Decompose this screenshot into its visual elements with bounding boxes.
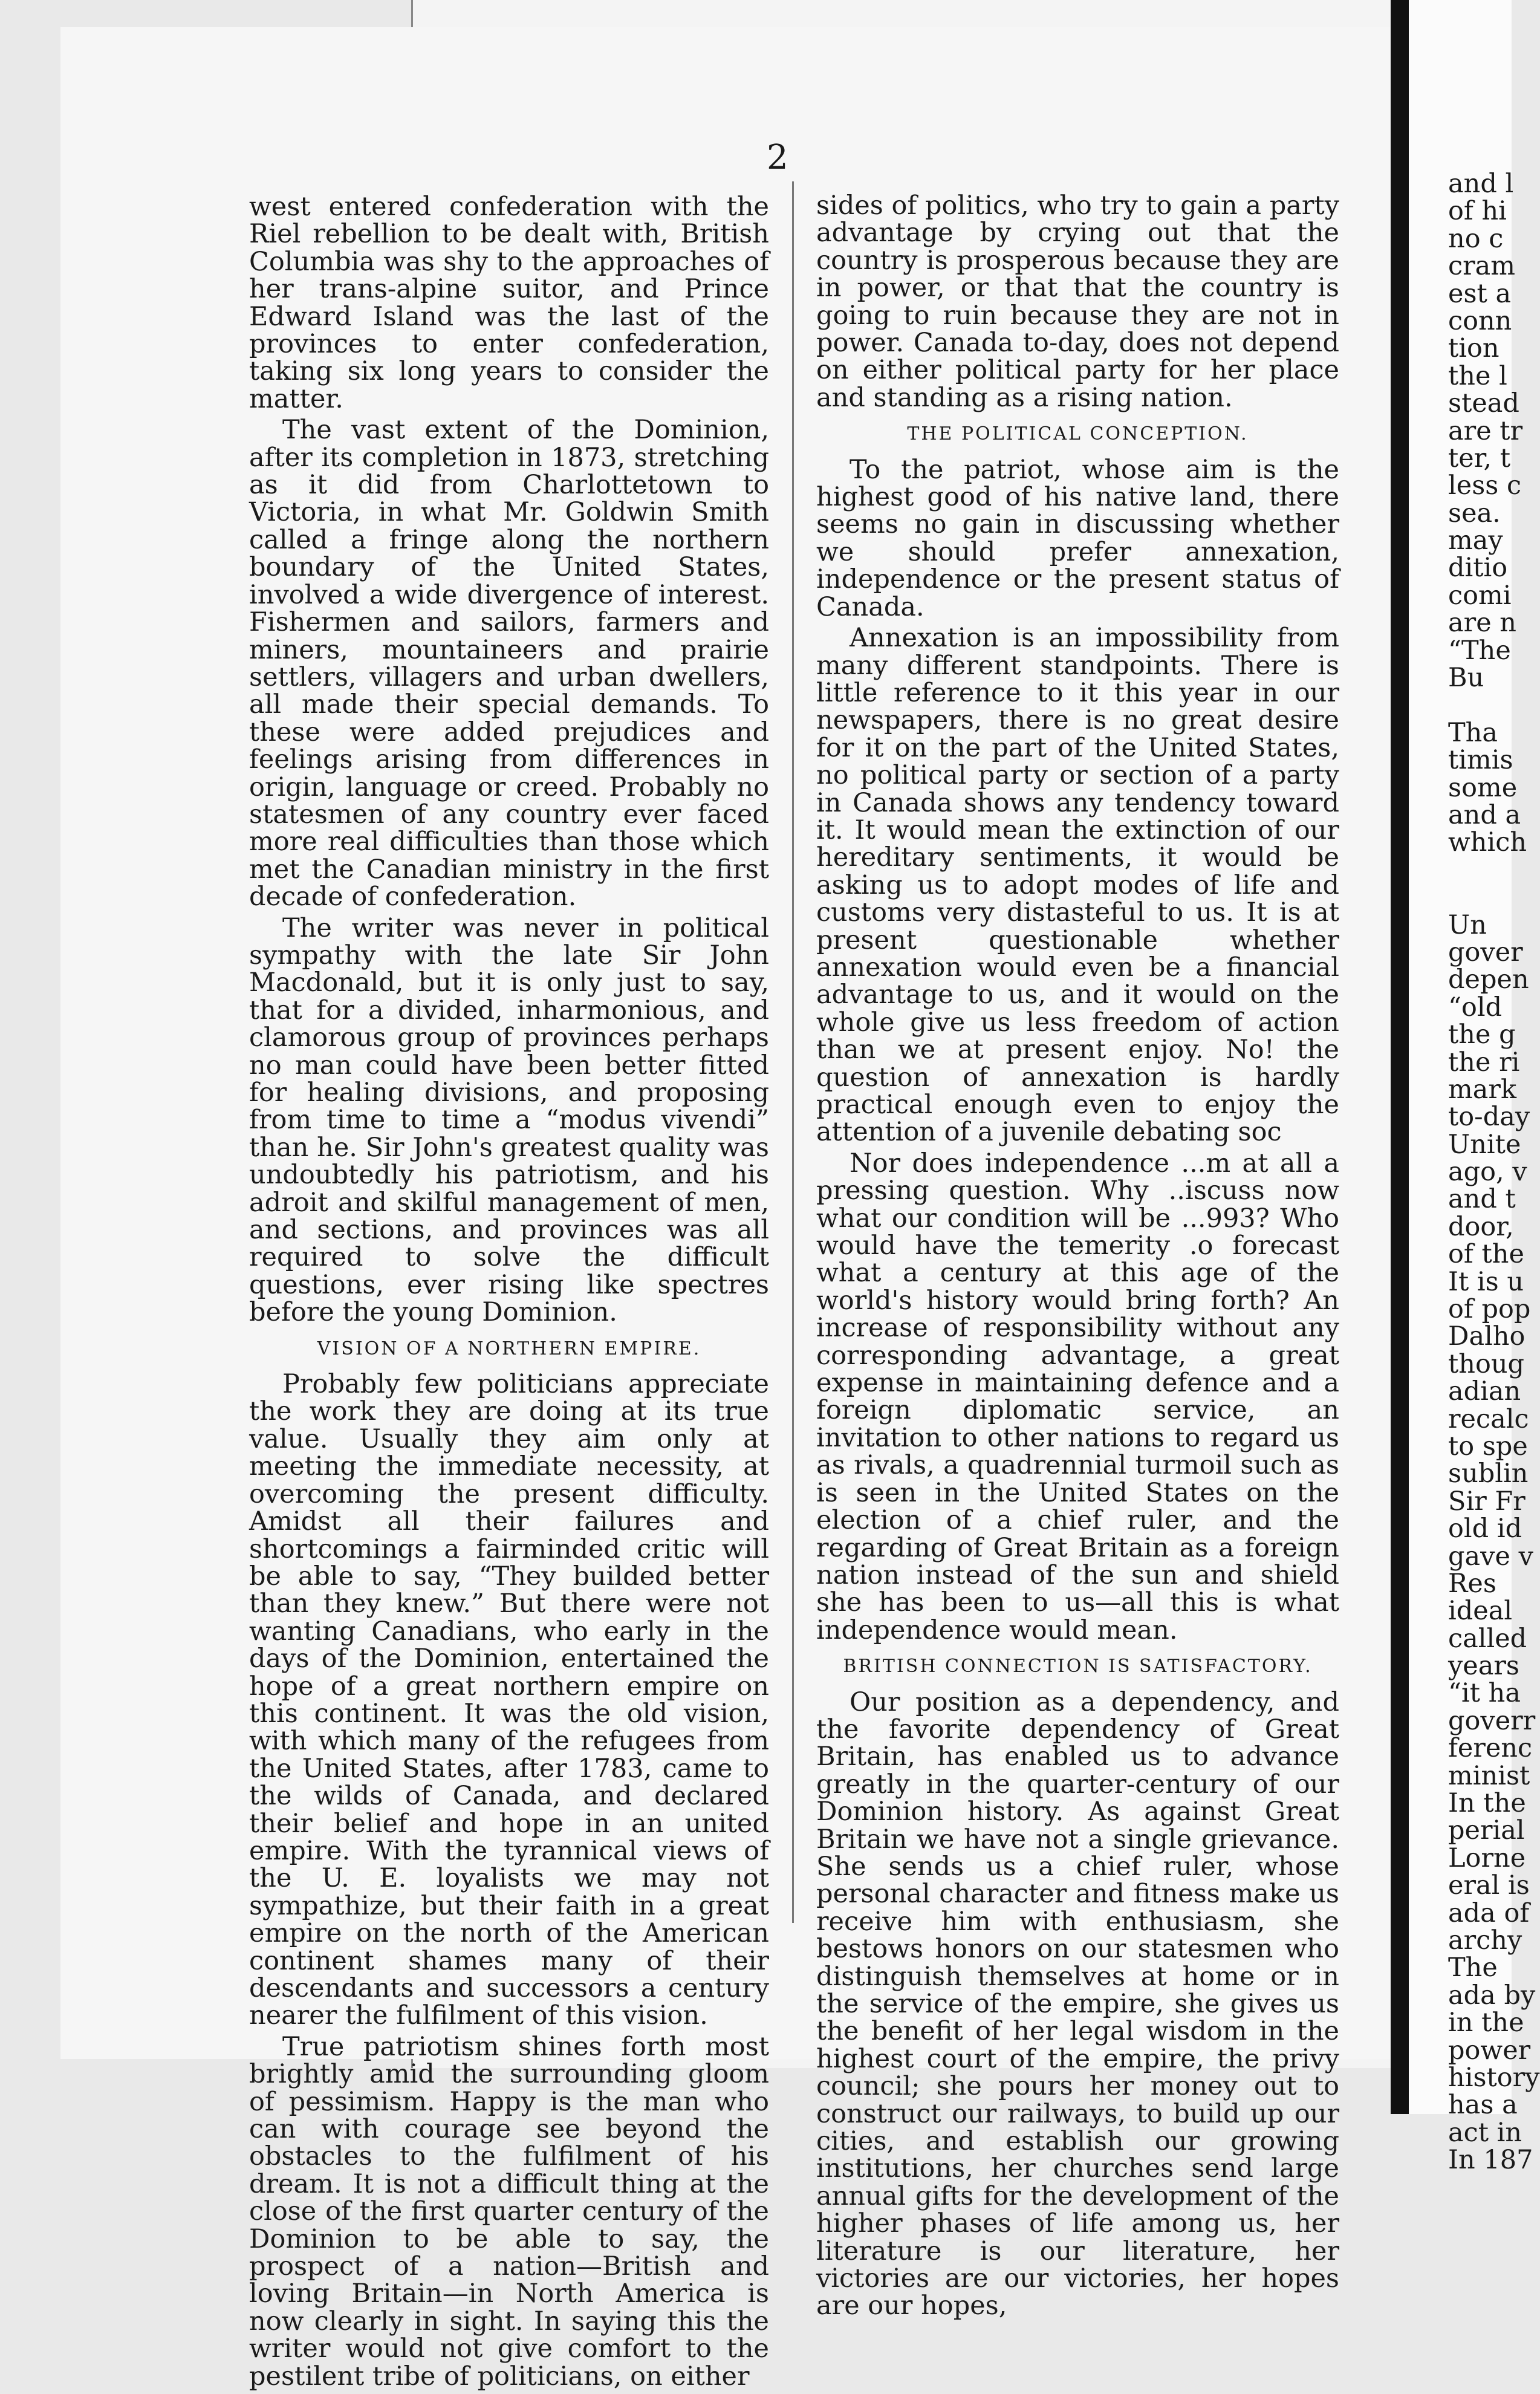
text-line-fragment: some: [1448, 772, 1518, 803]
text-line-fragment: to-day: [1448, 1102, 1530, 1133]
text-line-fragment: ferenc: [1448, 1733, 1533, 1764]
text-line-fragment: of the: [1448, 1239, 1524, 1270]
text-line-fragment: history: [1448, 2062, 1540, 2093]
text-line-fragment: sea.: [1448, 498, 1501, 529]
text-line-fragment: act in: [1448, 2117, 1522, 2148]
section-heading: THE POLITICAL CONCEPTION.: [907, 423, 1249, 445]
text-line-fragment: Lorne: [1448, 1843, 1526, 1873]
text-line-fragment: gover: [1448, 937, 1523, 968]
text-line-fragment: [1448, 884, 1515, 911]
text-line-fragment: and l: [1448, 169, 1514, 199]
text-line-fragment: Dalho: [1448, 1321, 1525, 1352]
text-line-fragment: “The: [1448, 635, 1511, 666]
paragraph: To the patriot, whose aim is the highest good of his native land, there seems no gain in discussing whether we should prefer annexation, independence or the present status of Canada.: [816, 454, 1339, 622]
text-line-fragment: In 187: [1448, 2145, 1533, 2176]
text-line-fragment: cram: [1448, 251, 1516, 282]
text-line-fragment: comi: [1448, 580, 1512, 611]
text-line-fragment: archy: [1448, 1925, 1522, 1956]
column-left: [249, 194, 769, 2394]
text-line-fragment: less c: [1448, 470, 1522, 501]
text-line-fragment: are n: [1448, 608, 1517, 639]
text-line-fragment: eral is: [1448, 1870, 1530, 1901]
text-line-fragment: thoug: [1448, 1348, 1525, 1379]
text-line-fragment: no c: [1448, 223, 1504, 254]
text-line-fragment: [1448, 692, 1515, 719]
text-line-fragment: which: [1448, 827, 1527, 858]
paragraph: sides of politics, who try to gain a party advantage by crying out that the country is prosperous because they are in power, or that that the country is going to ruin because they are not in power. Canada to-day, does not depend on either political party for her place and standing as a rising nation.: [816, 190, 1339, 413]
text-line-fragment: “old: [1448, 992, 1503, 1023]
text-line-fragment: ada of: [1448, 1898, 1530, 1928]
paragraph: Annexation is an impossibility from many different standpoints. There is little reference to it this year in our newspapers, there is no great desire for it on the part of the United States, no political party or section of a party in Canada shows any tendency toward it. It would mean the extinction of our hereditary sentiments, it would be asking us to adopt modes of life and customs very distasteful to us. It is at present questionable whether annexation would even be a financial advantage to us, and it would on the whole give us less freedom of action than we at present enjoy. No! the question of annexation is hardly practical enough even to enjoy the attention of a juvenile debating soc: [816, 623, 1339, 1148]
paragraph: west entered confederation with the Riel rebellion to be dealt with, British Columbia was shy to the approaches of her trans-alpine suitor, and Prince Edward Island was the last of the provinces to enter confederation, taking six long years to consider the matter.: [249, 192, 769, 414]
section-heading: VISION OF A NORTHERN EMPIRE.: [317, 1338, 701, 1359]
text-line-fragment: depen: [1448, 964, 1529, 995]
text-line-fragment: are tr: [1448, 415, 1523, 446]
text-line-fragment: goverr: [1448, 1705, 1536, 1736]
text-line-fragment: Bu: [1448, 663, 1484, 694]
text-line-fragment: ideal: [1448, 1596, 1513, 1627]
page-gutter: [1391, 0, 1410, 2114]
text-line-fragment: called: [1448, 1623, 1527, 1654]
text-line-fragment: old id: [1448, 1514, 1522, 1544]
text-line-fragment: the l: [1448, 360, 1507, 391]
text-line-fragment: in the: [1448, 2008, 1524, 2038]
paragraph: The writer was never in political sympathy with the late Sir John Macdonald, but it is only just to say, that for a divided, inharmonious, and clamorous group of provinces perhaps no man could have been better fitted for healing divisions, and proposing from time to time a “modus vivendi” than he. Sir John's greatest quality was undoubtedly his patriotism, and his adroit and skilful management of men, and sections, and provinces was all required to solve the difficult questions, ever rising like spectres before the young Dominion.: [249, 912, 769, 1328]
text-line-fragment: to spe: [1448, 1431, 1528, 1462]
text-line-fragment: tion: [1448, 333, 1499, 364]
text-line-fragment: adian: [1448, 1376, 1521, 1407]
text-line-fragment: In the: [1448, 1788, 1526, 1819]
text-line-fragment: ada by: [1448, 1980, 1536, 2011]
text-line-fragment: “it ha: [1448, 1678, 1521, 1709]
text-line-fragment: door,: [1448, 1211, 1514, 1242]
text-line-fragment: perial: [1448, 1815, 1525, 1846]
text-line-fragment: Un: [1448, 909, 1487, 940]
text-line-fragment: Unite: [1448, 1129, 1521, 1160]
text-line-fragment: of pop: [1448, 1294, 1531, 1325]
text-line-fragment: the g: [1448, 1020, 1516, 1050]
text-line-fragment: conn: [1448, 305, 1512, 336]
text-line-fragment: gave v: [1448, 1541, 1533, 1572]
text-line-fragment: years: [1448, 1651, 1519, 1682]
text-line-fragment: ago, v: [1448, 1157, 1527, 1188]
text-line-fragment: The: [1448, 1953, 1498, 1983]
text-line-fragment: power: [1448, 2035, 1531, 2066]
paragraph: The vast extent of the Dominion, after its completion in 1873, stretching as it did from Charlottetown to Victoria, in what Mr. Goldwin Smith called a fringe along the northern boundary of the United States, involved a wide divergence of interest. Fishermen and sailors, farmers and miners, mountaineers and prairie settlers, villagers and urban dwellers, all made their special demands. To these were added prejudices and feelings arising from differences in origin, language or creed. Probably no statesmen of any country ever faced more real difficulties than those which met the Canadian ministry in the first decade of confederation.: [249, 415, 769, 912]
text-line-fragment: Res: [1448, 1568, 1496, 1599]
text-line-fragment: Sir Fr: [1448, 1486, 1525, 1517]
text-line-fragment: mark: [1448, 1074, 1517, 1105]
text-line-fragment: recalc: [1448, 1404, 1529, 1434]
text-line-fragment: of hi: [1448, 196, 1507, 227]
text-line-fragment: and a: [1448, 799, 1521, 830]
paragraph: Probably few politicians appreciate the work they are doing at its true value. Usually they aim only at meeting the immediate necessity, at overcoming the present difficulty. Amidst all their failures and shortcomings a fairminded critic will be able to say, “They builded better than they knew.” But there were not wanting Canadians, who early in the days of the Dominion, entertained the hope of a great northern empire on this continent. It was the old vision, with which many of the refugees from the United States, after 1783, came to the wilds of Canada, and declared their belief and hope in an united empire. With the tyrannical views of the U. E. loyalists we may not sympathize, but their faith in a great empire on the north of the American continent shames many of their descendants and successors a century nearer the fulfilment of this vision.: [249, 1369, 769, 2031]
text-line-fragment: and t: [1448, 1184, 1516, 1215]
section-heading: BRITISH CONNECTION IS SATISFACTORY.: [843, 1656, 1313, 1677]
text-line-fragment: stead: [1448, 388, 1519, 419]
text-line-fragment: ter, t: [1448, 443, 1511, 473]
text-line-fragment: Tha: [1448, 717, 1498, 748]
text-line-fragment: timis: [1448, 745, 1513, 776]
text-line-fragment: ditio: [1448, 553, 1508, 584]
text-line-fragment: [1448, 857, 1515, 884]
text-line-fragment: It is u: [1448, 1266, 1524, 1297]
paragraph: Our position as a dependency, and the favorite dependency of Great Britain, has enabled us to advance greatly in the quarter-century of our Dominion history. As against Great Britain we have not a single grievance. She sends us a chief ruler, whose personal character and fitness make us receive him with enthusiasm, she bestows honors on our statesmen who distinguish themselves at home or in the service of the empire, she gives us the benefit of her legal wisdom in the highest court of the empire, the privy council; she pours her money out to construct our railways, to build up our cities, and establish our growing institutions, her churches send large annual gifts for the development of the higher phases of life among us, her literature is our literature, her victories are our victories, her hopes are our hopes,: [816, 1687, 1339, 2321]
column-middle: [816, 192, 1339, 2324]
column-rule: [792, 181, 794, 1923]
text-line-fragment: may: [1448, 525, 1503, 556]
paragraph: True patriotism shines forth most brightly amid the surrounding gloom of pessimism. Happy is the man who can with courage see beyond the obstacles to the fulfilment of his dream. It is not a difficult thing at the close of the first quarter century of the Dominion to be able to say, the prospect of a nation—British and loving Britain—in North America is now clearly in sight. In saying this the writer would not give comfort to the pestilent tribe of politicians, on either: [249, 2031, 769, 2392]
paragraph: Nor does independence ...m at all a pressing question. Why ..iscuss now what our condition will be ...993? Who would have the temerity .o forecast what a century at this age of the world's history would bring forth? An increase of responsibility without any corresponding advantage, a great expense in maintaining defence and a foreign diplomatic service, an invitation to other nations to regard us as rivals, a quadrennial turmoil such as is seen in the United States on the election of a chief ruler, and the regarding of Great Britain as a foreign nation instead of the sun and shield she has been to us—all this is what independence would mean.: [816, 1148, 1339, 1645]
page-number: 2: [767, 138, 788, 177]
text-line-fragment: the ri: [1448, 1047, 1520, 1078]
text-line-fragment: sublin: [1448, 1459, 1529, 1489]
text-line-fragment: minist: [1448, 1760, 1530, 1791]
text-line-fragment: est a: [1448, 278, 1512, 309]
column-right-cropped: [1448, 169, 1540, 2176]
text-line-fragment: has a: [1448, 2090, 1518, 2121]
